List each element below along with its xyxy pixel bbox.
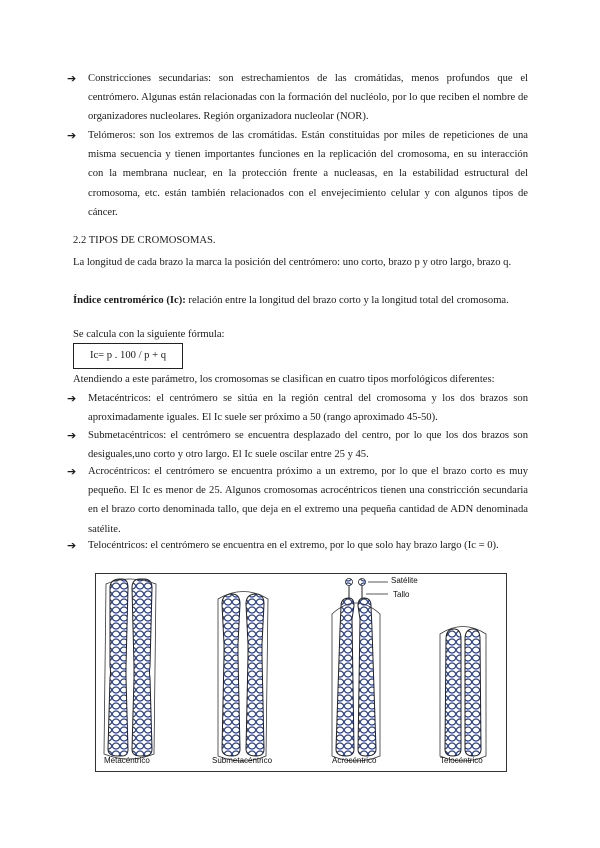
arrow-bullet-icon: ➔: [67, 539, 77, 552]
tallo-label: Tallo: [393, 590, 410, 599]
paragraph-longitud: La longitud de cada brazo la marca la posición del centrómero: uno corto, brazo p y otro largo, brazo q.: [73, 257, 512, 268]
label-acrocentrico: Acrocéntrico: [332, 756, 377, 765]
bullet-text: Metacéntricos: el centrómero se sitúa en la región central del cromosoma y los dos brazos son aproximadamente iguales. El Ic suele ser próximo a 50 (rango aproximado 45-50).: [88, 393, 528, 424]
satelite-label: Satélite: [391, 576, 418, 585]
arrow-bullet-icon: ➔: [67, 392, 77, 405]
paragraph-formula-intro: Se calcula con la siguiente fórmula:: [73, 329, 225, 340]
chromosome-figure: [95, 573, 507, 772]
bullet-text: Acrocéntricos: el centrómero se encuentra próximo a un extremo, por lo que el brazo corto es muy pequeño. El Ic es menor de 25. Algunos cromosomas acrocéntricos tienen una constricción secundaria en el brazo corto denominada tallo, que deja en el extremo una pequeña cantidad de ADN denominada satélite.: [88, 466, 528, 535]
bullet-metacentricos: [67, 389, 528, 427]
paragraph-atendiendo: Atendiendo a este parámetro, los cromosomas se clasifican en cuatro tipos morfológicos diferentes:: [73, 374, 495, 385]
indice-text: relación entre la longitud del brazo corto y la longitud total del cromosoma.: [188, 295, 509, 306]
label-metacentrico: Metacéntrico: [104, 756, 150, 765]
bullet-constricciones: [67, 69, 528, 127]
label-telocentrico: Telocéntrico: [440, 756, 483, 765]
bullet-telomeros: [67, 126, 528, 222]
bullet-submetacentricos: [67, 426, 528, 464]
bullet-telocentricos: [67, 536, 528, 555]
paragraph-indice: [73, 291, 528, 310]
label-submetacentrico: Submetacéntrico: [212, 756, 273, 765]
bullet-text: Telómeros: son los extremos de las cromátidas. Están constituidas por miles de repeticiones de una misma secuencia y tienen importantes funciones en la replicación del cromosoma, en su interacción con la membrana nuclear, en la protección frente a nucleasas, en la estabilidad estructural del cromosoma, etc. están también relacionados con el envejecimiento celular y con algunos tipos de cáncer.: [88, 130, 528, 218]
arrow-bullet-icon: ➔: [67, 429, 77, 442]
arrow-bullet-icon: ➔: [67, 465, 77, 478]
chromosome-illustration: [96, 574, 506, 771]
bullet-acrocentricos: [67, 462, 528, 539]
bullet-text: Constricciones secundarias: son estrechamientos de las cromátidas, menos profundos que el centrómero. Algunas están relacionadas con la formación del nucléolo, por lo que reciben el nombre de organizadores nucleolares. Región organizadora nucleolar (NOR).: [88, 73, 528, 123]
section-heading: 2.2 TIPOS DE CROMOSOMAS.: [73, 235, 216, 246]
formula-box: Ic= p . 100 / p + q: [73, 343, 183, 369]
telocentric-chromosome: [440, 627, 486, 762]
arrow-bullet-icon: ➔: [67, 72, 77, 85]
acrocentric-chromosome: [332, 579, 380, 762]
metacentric-chromosome: [104, 579, 156, 759]
indice-label: Índice centromérico (Ic):: [73, 295, 186, 306]
submetacentric-chromosome: [218, 592, 268, 762]
bullet-text: Telocéntricos: el centrómero se encuentra en el extremo, por lo que solo hay brazo largo (Ic = 0).: [88, 540, 499, 551]
bullet-text: Submetacéntricos: el centrómero se encuentra desplazado del centro, por lo que los dos brazos son desiguales,uno corto y otro largo. El Ic suele oscilar entre 25 y 45.: [88, 430, 528, 461]
arrow-bullet-icon: ➔: [67, 129, 77, 142]
